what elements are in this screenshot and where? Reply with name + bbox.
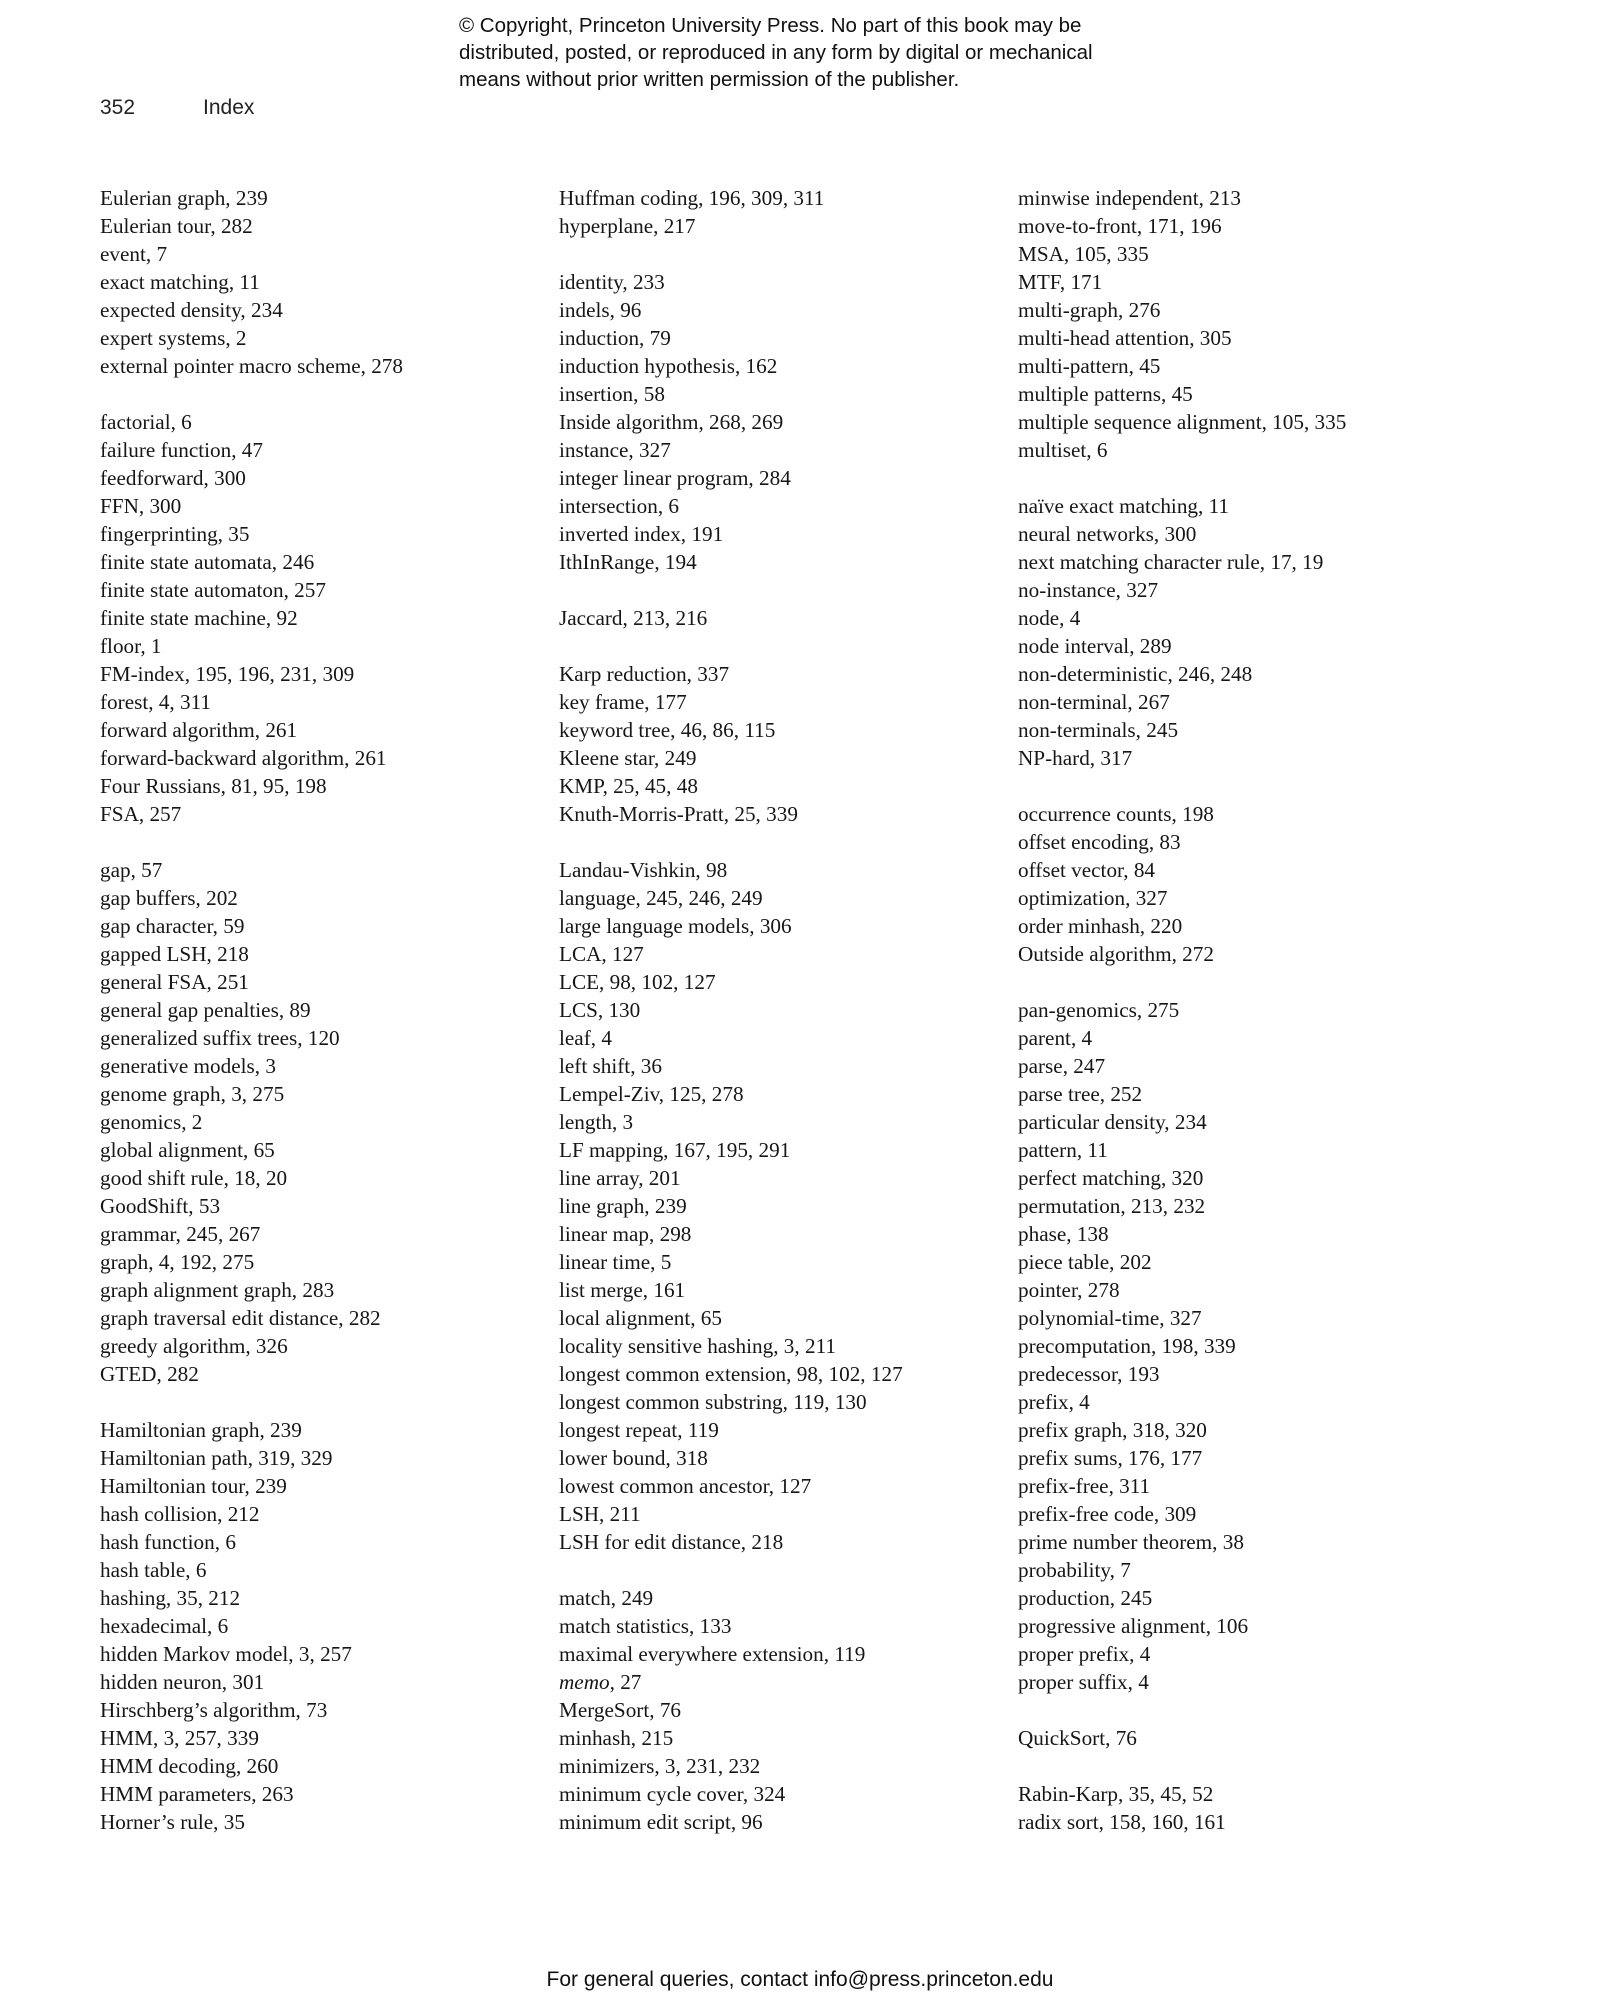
index-group-gap [100,828,540,856]
index-entry: pointer, 278 [1018,1278,1120,1302]
index-entry: good shift rule, 18, 20 [100,1166,288,1190]
index-entry: prime number theorem, 38 [1018,1530,1244,1554]
index-group-gap [559,828,999,856]
index-entry: KMP, 25, 45, 48 [559,774,698,798]
index-entry: general gap penalties, 89 [100,998,311,1022]
index-entry: optimization, 327 [1018,886,1168,910]
index-entry: prefix graph, 318, 320 [1018,1418,1207,1442]
index-entry: local alignment, 65 [559,1306,722,1330]
index-entry: general FSA, 251 [100,970,249,994]
index-group-gap [1018,464,1458,492]
index-entry: phase, 138 [1018,1222,1109,1246]
index-group-gap [559,240,999,268]
index-entry: progressive alignment, 106 [1018,1614,1249,1638]
index-entry: piece table, 202 [1018,1250,1152,1274]
index-entry: large language models, 306 [559,914,792,938]
index-entry: particular density, 234 [1018,1110,1207,1134]
index-entry: finite state machine, 92 [100,606,298,630]
index-entry: failure function, 47 [100,438,263,462]
index-entry: linear map, 298 [559,1222,692,1246]
index-entry: line array, 201 [559,1166,681,1190]
index-entry: match, 249 [559,1586,654,1610]
index-group-gap [559,632,999,660]
index-entry: inverted index, 191 [559,522,724,546]
index-entry: proper prefix, 4 [1018,1642,1151,1666]
index-entry: occurrence counts, 198 [1018,802,1214,826]
index-entry: factorial, 6 [100,410,192,434]
index-entry: parse tree, 252 [1018,1082,1143,1106]
index-entry: MTF, 171 [1018,270,1103,294]
index-entry: genomics, 2 [100,1110,203,1134]
copyright-notice [459,12,1219,93]
index-entry: FFN, 300 [100,494,182,518]
index-entry: FM-index, 195, 196, 231, 309 [100,662,355,686]
index-entry: key frame, 177 [559,690,687,714]
index-entry: lowest common ancestor, 127 [559,1474,812,1498]
index-entry: offset vector, 84 [1018,858,1156,882]
index-entry: radix sort, 158, 160, 161 [1018,1810,1226,1834]
index-entry: generalized suffix trees, 120 [100,1026,340,1050]
index-entry: minwise independent, 213 [1018,186,1242,210]
index-entry: multiple patterns, 45 [1018,382,1193,406]
index-group-gap [100,380,540,408]
index-entry: pan-genomics, 275 [1018,998,1180,1022]
index-entry: gapped LSH, 218 [100,942,249,966]
index-entry: LCE, 98, 102, 127 [559,970,716,994]
index-entry: Horner’s rule, 35 [100,1810,245,1834]
index-entry: GoodShift, 53 [100,1194,221,1218]
index-entry: Landau-Vishkin, 98 [559,858,728,882]
index-entry: Jaccard, 213, 216 [559,606,708,630]
index-entry: fingerprinting, 35 [100,522,250,546]
index-entry: expert systems, 2 [100,326,247,350]
index-entry: gap, 57 [100,858,163,882]
index-entry: graph, 4, 192, 275 [100,1250,255,1274]
index-entry: prefix sums, 176, 177 [1018,1446,1203,1470]
index-entry: Outside algorithm, 272 [1018,942,1214,966]
index-entry: minimum cycle cover, 324 [559,1782,786,1806]
index-entry: multiset, 6 [1018,438,1108,462]
index-entry: next matching character rule, 17, 19 [1018,550,1324,574]
index-entry: LSH, 211 [559,1502,641,1526]
index-entry: LCA, 127 [559,942,644,966]
index-entry: maximal everywhere extension, 119 [559,1642,866,1666]
index-entry: greedy algorithm, 326 [100,1334,288,1358]
index-entry: linear time, 5 [559,1250,672,1274]
index-group-gap [1018,968,1458,996]
index-entry: line graph, 239 [559,1194,687,1218]
index-entry: graph alignment graph, 283 [100,1278,335,1302]
index-entry: multi-graph, 276 [1018,298,1161,322]
index-entry: hexadecimal, 6 [100,1614,229,1638]
index-entry: forward-backward algorithm, 261 [100,746,387,770]
index-entry: perfect matching, 320 [1018,1166,1204,1190]
index-entry: LSH for edit distance, 218 [559,1530,784,1554]
index-entry: indels, 96 [559,298,642,322]
index-column-1 [100,184,540,1836]
index-entry: hyperplane, 217 [559,214,696,238]
index-entry: non-deterministic, 246, 248 [1018,662,1253,686]
index-entry: longest common substring, 119, 130 [559,1390,867,1414]
index-entry: finite state automaton, 257 [100,578,326,602]
index-entry: naïve exact matching, 11 [1018,494,1230,518]
index-entry: minimum edit script, 96 [559,1810,763,1834]
index-entry: left shift, 36 [559,1054,662,1078]
index-entry: graph traversal edit distance, 282 [100,1306,381,1330]
index-entry: identity, 233 [559,270,665,294]
index-entry: Eulerian graph, 239 [100,186,268,210]
index-entry: MergeSort, 76 [559,1698,682,1722]
index-entry: move-to-front, 171, 196 [1018,214,1222,238]
index-entry: HMM parameters, 263 [100,1782,294,1806]
index-entry: NP-hard, 317 [1018,746,1133,770]
index-entry: prefix-free, 311 [1018,1474,1151,1498]
index-entry: pattern, 11 [1018,1138,1108,1162]
index-entry: production, 245 [1018,1586,1153,1610]
index-entry: minhash, 215 [559,1726,674,1750]
index-entry: polynomial-time, 327 [1018,1306,1202,1330]
index-entry: induction hypothesis, 162 [559,354,778,378]
index-entry: language, 245, 246, 249 [559,886,763,910]
index-group-gap [559,576,999,604]
index-group-gap [1018,1696,1458,1724]
index-entry: prefix-free code, 309 [1018,1502,1197,1526]
index-entry: Karp reduction, 337 [559,662,730,686]
index-entry: generative models, 3 [100,1054,276,1078]
index-entry: precomputation, 198, 339 [1018,1334,1236,1358]
index-entry: longest repeat, 119 [559,1418,719,1442]
index-column-3 [1018,184,1458,1836]
index-entry: non-terminals, 245 [1018,718,1179,742]
index-entry: hash collision, 212 [100,1502,260,1526]
index-entry: gap buffers, 202 [100,886,238,910]
index-entry: genome graph, 3, 275 [100,1082,285,1106]
copyright-line: distributed, posted, or reproduced in any form by digital or mechanical [459,41,1093,64]
index-entry: keyword tree, 46, 86, 115 [559,718,776,742]
index-column-2 [559,184,999,1836]
index-entry: forward algorithm, 261 [100,718,298,742]
index-entry: GTED, 282 [100,1362,199,1386]
footer-contact: For general queries, contact info@press.princeton.edu [546,1968,1054,1991]
index-entry: HMM decoding, 260 [100,1754,279,1778]
index-group-gap [559,1556,999,1584]
index-entry: insertion, 58 [559,382,665,406]
index-entry: finite state automata, 246 [100,550,315,574]
index-entry: memo, 27 [559,1670,642,1694]
index-entry: probability, 7 [1018,1558,1131,1582]
section-title: Index [203,96,255,119]
index-entry: Eulerian tour, 282 [100,214,253,238]
index-entry: node, 4 [1018,606,1081,630]
index-entry: Kleene star, 249 [559,746,697,770]
index-entry: offset encoding, 83 [1018,830,1181,854]
index-entry: prefix, 4 [1018,1390,1090,1414]
index-entry: hidden neuron, 301 [100,1670,265,1694]
index-entry: LF mapping, 167, 195, 291 [559,1138,791,1162]
index-entry: list merge, 161 [559,1278,686,1302]
index-entry: lower bound, 318 [559,1446,708,1470]
index-entry: QuickSort, 76 [1018,1726,1137,1750]
index-entry: non-terminal, 267 [1018,690,1170,714]
index-entry: hash function, 6 [100,1530,236,1554]
index-entry: neural networks, 300 [1018,522,1197,546]
index-entry: exact matching, 11 [100,270,260,294]
index-entry: hash table, 6 [100,1558,207,1582]
index-entry: longest common extension, 98, 102, 127 [559,1362,903,1386]
index-entry: floor, 1 [100,634,162,658]
index-entry: multi-head attention, 305 [1018,326,1232,350]
index-entry: Hamiltonian graph, 239 [100,1418,302,1442]
index-entry: Lempel-Ziv, 125, 278 [559,1082,744,1106]
index-entry: grammar, 245, 267 [100,1222,261,1246]
index-entry: length, 3 [559,1110,634,1134]
index-entry: parse, 247 [1018,1054,1106,1078]
index-columns [100,184,1540,1844]
index-entry: intersection, 6 [559,494,680,518]
index-entry: global alignment, 65 [100,1138,275,1162]
index-entry: HMM, 3, 257, 339 [100,1726,259,1750]
index-entry: predecessor, 193 [1018,1362,1160,1386]
index-entry: instance, 327 [559,438,671,462]
index-entry: order minhash, 220 [1018,914,1183,938]
index-entry: Inside algorithm, 268, 269 [559,410,784,434]
index-entry: expected density, 234 [100,298,283,322]
index-entry: multiple sequence alignment, 105, 335 [1018,410,1347,434]
index-group-gap [1018,1752,1458,1780]
index-entry: external pointer macro scheme, 278 [100,354,403,378]
index-entry: LCS, 130 [559,998,641,1022]
index-entry: forest, 4, 311 [100,690,212,714]
index-entry: locality sensitive hashing, 3, 211 [559,1334,836,1358]
copyright-line: © Copyright, Princeton University Press. No part of this book may be [459,14,1082,37]
index-entry: minimizers, 3, 231, 232 [559,1754,761,1778]
index-entry: leaf, 4 [559,1026,612,1050]
index-entry: gap character, 59 [100,914,245,938]
index-entry: FSA, 257 [100,802,182,826]
page-number: 352 [100,96,136,119]
index-entry: no-instance, 327 [1018,578,1159,602]
index-entry: proper suffix, 4 [1018,1670,1149,1694]
index-entry: parent, 4 [1018,1026,1093,1050]
index-entry: Hirschberg’s algorithm, 73 [100,1698,328,1722]
index-entry: Knuth-Morris-Pratt, 25, 339 [559,802,798,826]
index-entry: Hamiltonian tour, 239 [100,1474,287,1498]
index-entry: Four Russians, 81, 95, 198 [100,774,327,798]
copyright-line: means without prior written permission of the publisher. [459,68,960,91]
index-entry: MSA, 105, 335 [1018,242,1149,266]
index-entry: match statistics, 133 [559,1614,732,1638]
index-entry: feedforward, 300 [100,466,246,490]
index-group-gap [100,1388,540,1416]
index-entry: Huffman coding, 196, 309, 311 [559,186,825,210]
index-entry: integer linear program, 284 [559,466,791,490]
index-entry: permutation, 213, 232 [1018,1194,1206,1218]
index-entry: Rabin-Karp, 35, 45, 52 [1018,1782,1214,1806]
index-entry: hashing, 35, 212 [100,1586,241,1610]
index-entry: hidden Markov model, 3, 257 [100,1642,352,1666]
index-group-gap [1018,772,1458,800]
index-entry: induction, 79 [559,326,671,350]
index-entry: node interval, 289 [1018,634,1172,658]
index-entry: Hamiltonian path, 319, 329 [100,1446,333,1470]
index-entry: event, 7 [100,242,168,266]
index-entry: IthInRange, 194 [559,550,697,574]
index-entry: multi-pattern, 45 [1018,354,1161,378]
